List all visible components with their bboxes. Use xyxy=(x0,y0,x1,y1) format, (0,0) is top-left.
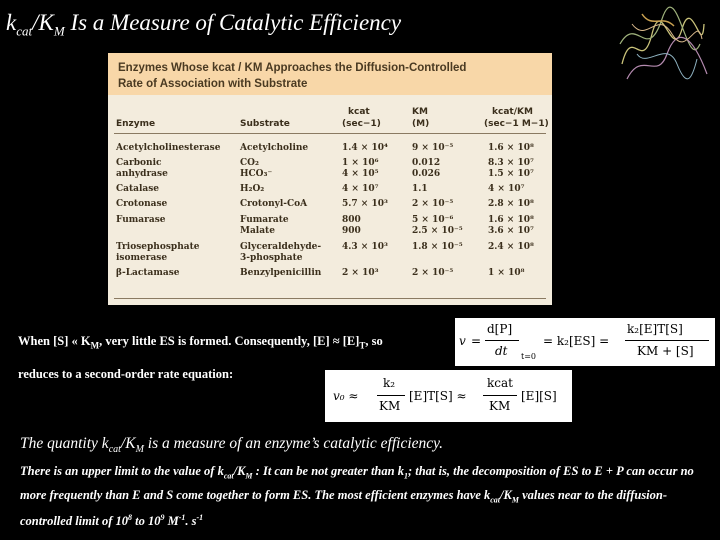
table-cell-ratio: 8.3 × 10⁷ xyxy=(488,158,534,168)
table-cell-kcat: 4 × 10⁵ xyxy=(342,169,379,179)
table-cell-ratio: 1.6 × 10⁸ xyxy=(488,215,534,225)
table-cell-substrate: Crotonyl-CoA xyxy=(240,199,308,209)
table-cell-substrate: HCO₃⁻ xyxy=(240,169,273,179)
table-cell-enzyme: isomerase xyxy=(116,253,168,263)
divider xyxy=(114,298,546,299)
upper-limit-paragraph: There is an upper limit to the value of $k_{cat}/K_M$ : It can be not greater than $k_1$; that is, the decomposition of ES to E + P can occur no more frequently than E and S come together to form ES. The most efficient enzymes have $k_{cat}/K_M$ values near to the diffusion-controlled limit of $10^8$ to $10^9$ $M^{-1}$. $s^{-1}$ xyxy=(20,464,694,529)
table-cell-km: 5 × 10⁻⁶ xyxy=(412,215,454,225)
table-cell-enzyme: anhydrase xyxy=(116,169,168,179)
table-heading-line1: Enzymes Whose kcat / KM Approaches the Diffusion-Controlled xyxy=(118,62,467,74)
table-cell-kcat: 5.7 × 10³ xyxy=(342,199,388,209)
col-header-ratio-unit: (sec−1 M−1) xyxy=(484,119,549,129)
table-cell-substrate: 3-phosphate xyxy=(240,253,303,263)
col-header-kcat: kcat xyxy=(348,107,370,117)
table-cell-ratio: 3.6 × 10⁷ xyxy=(488,226,534,236)
table-cell-km: 2 × 10⁻⁵ xyxy=(412,268,454,278)
table-cell-km: 2 × 10⁻⁵ xyxy=(412,199,454,209)
second-order-equation: v₀ ≈ k₂ KM [E]T[S] ≈ kcat KM [E][S] xyxy=(325,370,572,422)
table-cell-km: 2.5 × 10⁻⁵ xyxy=(412,226,463,236)
efficiency-statement: The quantity $k_{cat}/K_M$ is a measure of an enzyme’s catalytic efficiency. xyxy=(20,435,444,456)
enzyme-table xyxy=(108,53,552,305)
table-cell-enzyme: β-Lactamase xyxy=(116,268,180,278)
table-cell-enzyme: Crotonase xyxy=(116,199,168,209)
table-cell-enzyme: Triosephosphate xyxy=(116,242,200,252)
col-header-ratio: kcat/KM xyxy=(492,107,533,117)
table-cell-kcat: 2 × 10³ xyxy=(342,268,379,278)
table-heading-line2: Rate of Association with Substrate xyxy=(118,78,308,90)
table-cell-ratio: 2.8 × 10⁸ xyxy=(488,199,534,209)
table-heading xyxy=(108,53,552,95)
col-header-kcat-unit: (sec−1) xyxy=(342,119,381,129)
table-cell-ratio: 1.6 × 10⁸ xyxy=(488,143,534,153)
text-line-1: When [S] « $K_M$, very little ES is formed. Consequently, $[E] \approx [E]_T$, so xyxy=(18,334,383,351)
text-line-2: reduces to a second-order rate equation: xyxy=(18,367,234,381)
table-cell-substrate: Benzylpenicillin xyxy=(240,268,322,278)
col-header-substrate: Substrate xyxy=(240,119,290,129)
table-cell-kcat: 1.4 × 10⁴ xyxy=(342,143,388,153)
table-cell-substrate: CO₂ xyxy=(240,158,259,168)
table-cell-ratio: 1.5 × 10⁷ xyxy=(488,169,534,179)
table-cell-enzyme: Catalase xyxy=(116,184,160,194)
table-cell-kcat: 800 xyxy=(342,215,361,225)
table-cell-enzyme: Carbonic xyxy=(116,158,162,168)
table-cell-kcat: 4 × 10⁷ xyxy=(342,184,379,194)
table-cell-km: 9 × 10⁻⁵ xyxy=(412,143,454,153)
divider xyxy=(114,133,546,134)
table-cell-ratio: 4 × 10⁷ xyxy=(488,184,525,194)
table-cell-substrate: Malate xyxy=(240,226,275,236)
col-header-enzyme: Enzyme xyxy=(116,119,156,129)
michaelis-menten-equation: v = d[P] dt t=0 = k₂[ES] = k₂[E]T[S] KM + [S] xyxy=(455,318,715,366)
table-cell-km: 0.012 xyxy=(412,158,441,168)
col-header-km: KM xyxy=(412,107,428,117)
table-cell-substrate: Fumarate xyxy=(240,215,289,225)
table-cell-km: 1.1 xyxy=(412,184,428,194)
table-cell-substrate: Glyceraldehyde- xyxy=(240,242,322,252)
page-title: $k_{cat}/K_M$ Is a Measure of Catalytic Efficiency xyxy=(6,10,402,39)
table-cell-enzyme: Acetylcholinesterase xyxy=(116,143,221,153)
table-cell-kcat: 900 xyxy=(342,226,361,236)
table-cell-km: 1.8 × 10⁻⁵ xyxy=(412,242,463,252)
protein-structure-image xyxy=(612,4,712,86)
table-cell-ratio: 1 × 10⁸ xyxy=(488,268,525,278)
table-cell-ratio: 2.4 × 10⁸ xyxy=(488,242,534,252)
table-cell-km: 0.026 xyxy=(412,169,441,179)
table-cell-kcat: 4.3 × 10³ xyxy=(342,242,388,252)
table-cell-enzyme: Fumarase xyxy=(116,215,166,225)
table-cell-substrate: H₂O₂ xyxy=(240,184,265,194)
table-cell-kcat: 1 × 10⁶ xyxy=(342,158,379,168)
col-header-km-unit: (M) xyxy=(412,119,430,129)
table-cell-substrate: Acetylcholine xyxy=(240,143,309,153)
